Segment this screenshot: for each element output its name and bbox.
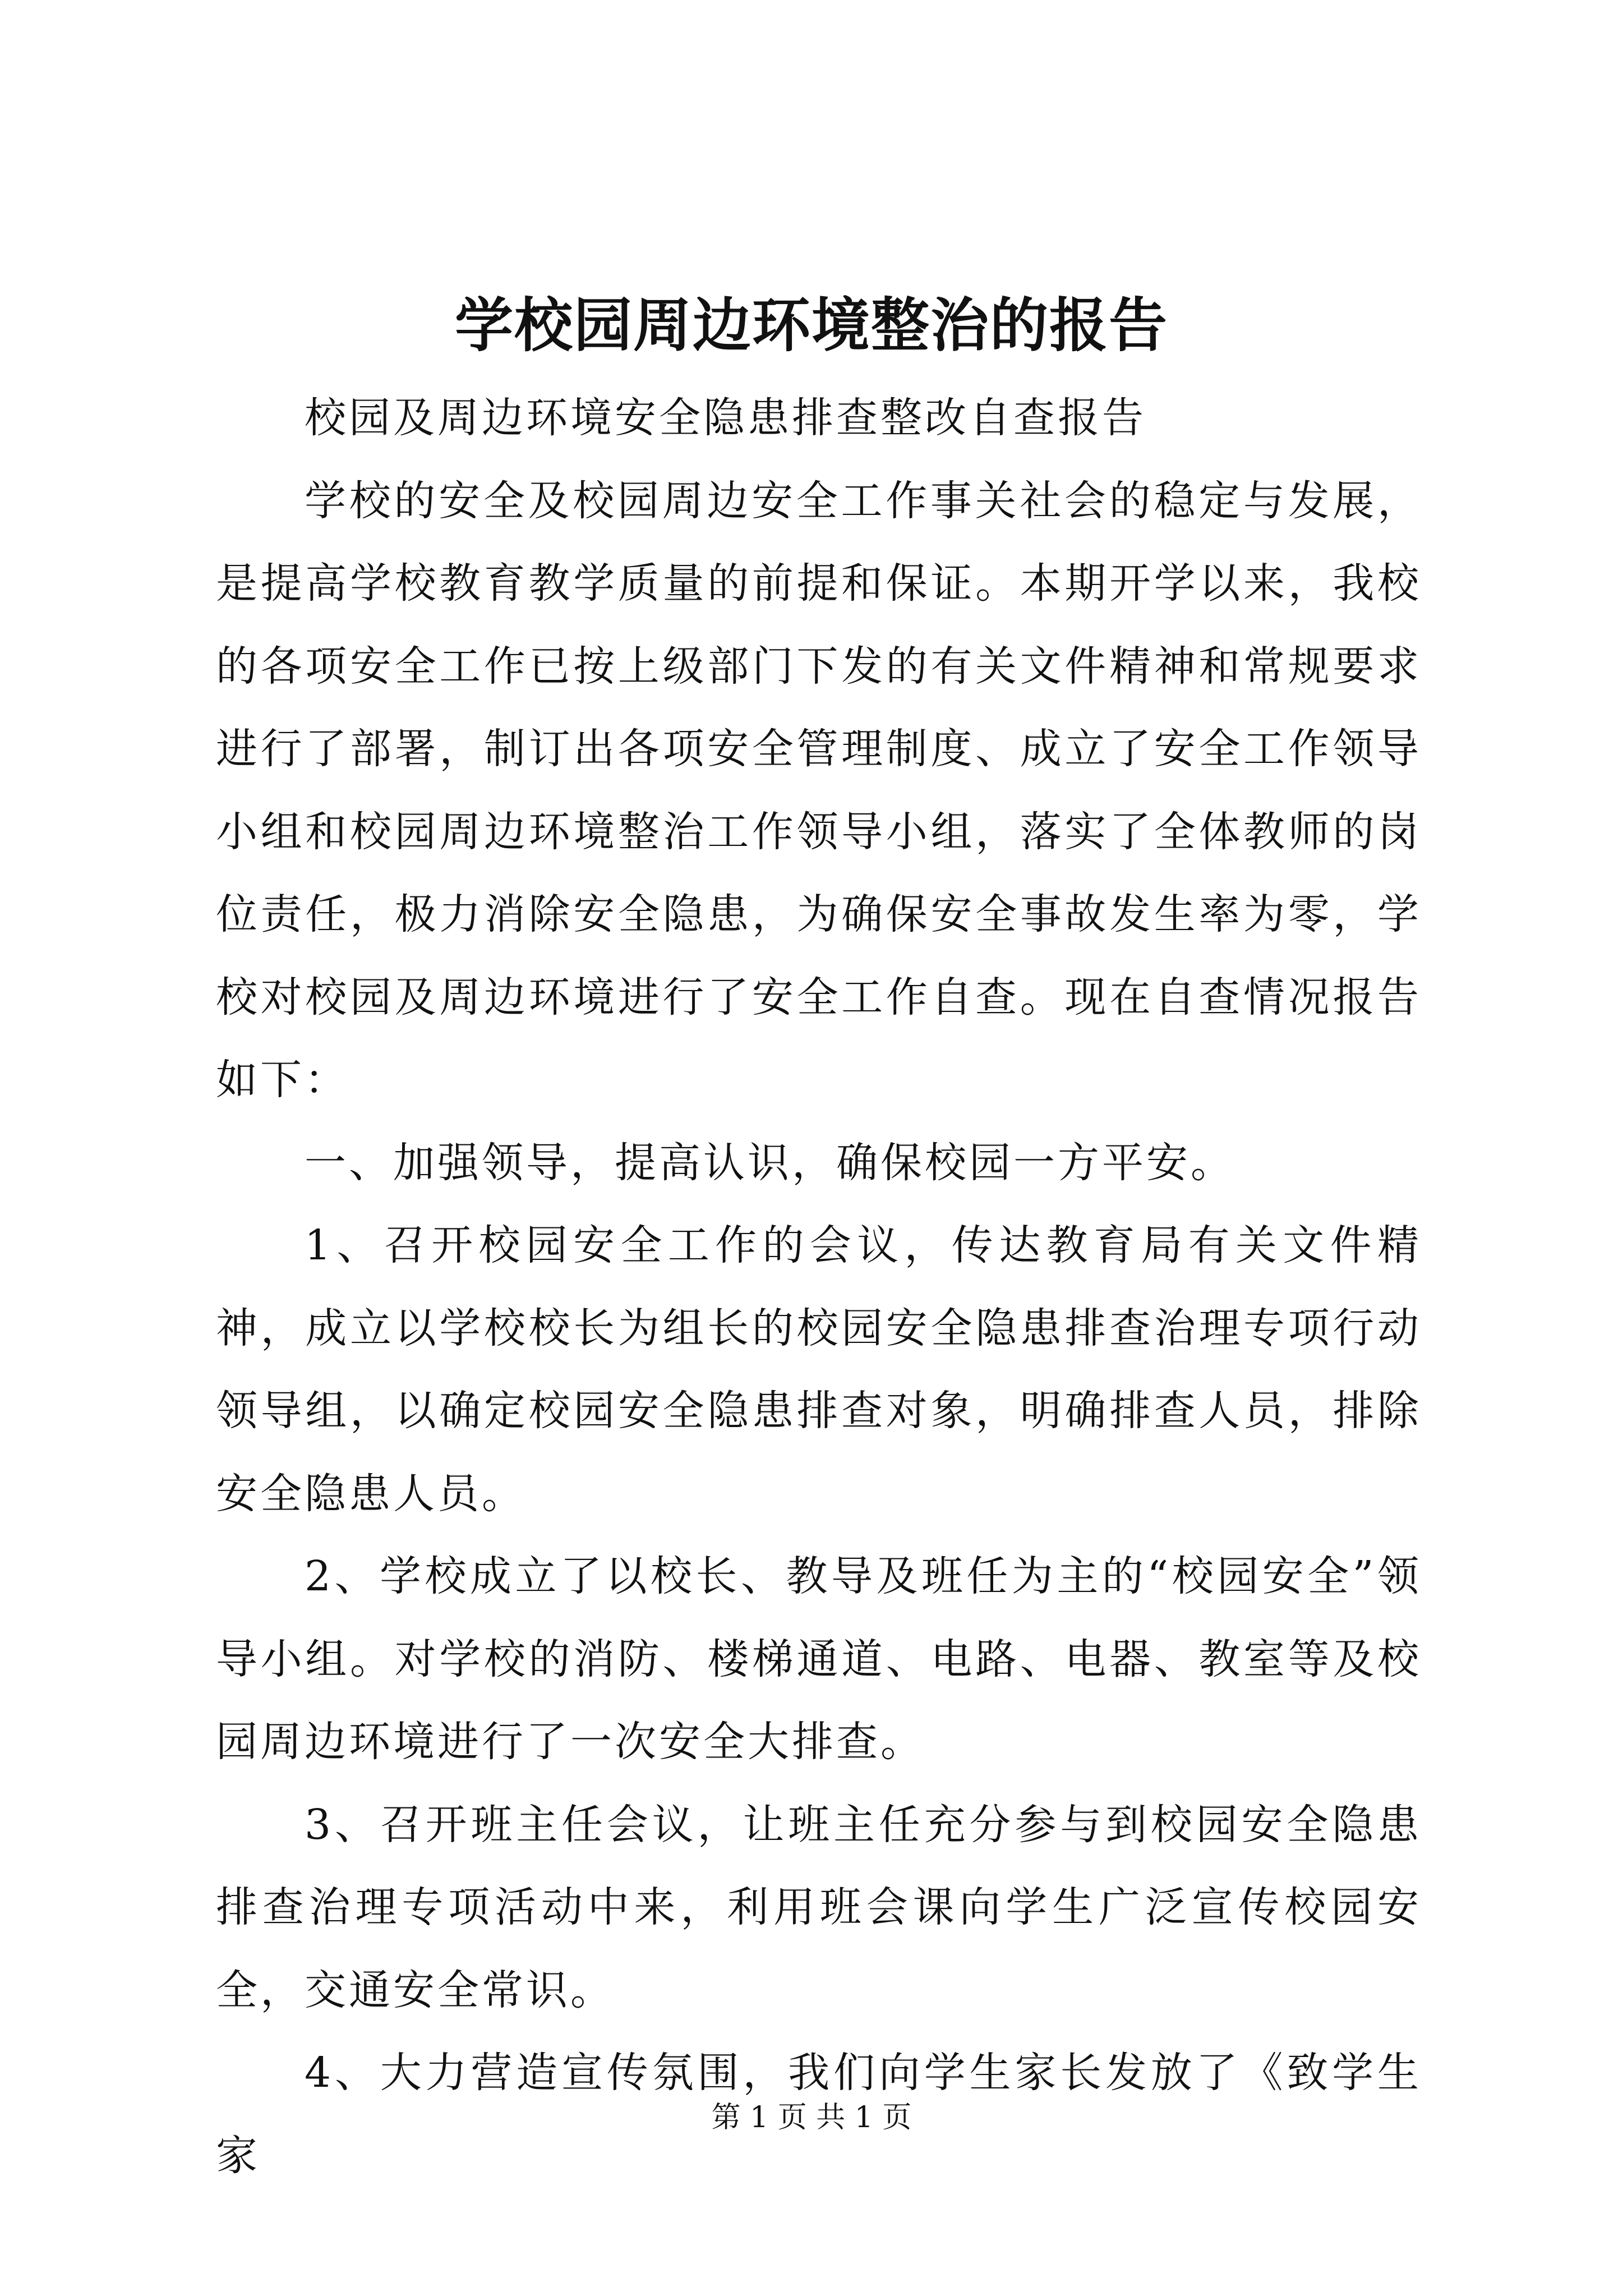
subtitle-paragraph: 校园及周边环境安全隐患排查整改自查报告 xyxy=(305,394,1146,442)
section-heading-1: 一、加强领导，提高认识，确保校园一方平安。 xyxy=(305,1138,1235,1187)
document-title: 学校园周边环境整治的报告 xyxy=(454,291,1168,360)
item-paragraph-3: 3、召开班主任会议，让班主任充分参与到校园安全隐患排查治理专项活动中来，利用班会课向学生广泛宣传校园安全，交通安全常识。 xyxy=(216,1800,1422,2014)
item-paragraph-2: 2、学校成立了以校长、教导及班任为主的“校园安全”领导小组。对学校的消防、楼梯通道、电路、电器、教室等及校园周边环境进行了一次安全大排查。 xyxy=(216,1552,1422,1766)
intro-paragraph: 学校的安全及校园周边安全工作事关社会的稳定与发展，是提高学校教育教学质量的前提和保证。本期开学以来，我校的各项安全工作已按上级部门下发的有关文件精神和常规要求进行了部署，制订出各项安全管理制度、成立了安全工作领导小组和校园周边环境整治工作领导小组，落实了全体教师的岗位责任，极力消除安全隐患，为确保安全事故发生率为零，学校对校园及周边环境进行了安全工作自查。现在自查情况报告如下： xyxy=(216,476,1422,1104)
page-footer: 第 1 页 共 1 页 xyxy=(711,2101,912,2134)
document-body xyxy=(216,377,1422,2197)
item-paragraph-4: 4、大力营造宣传氛围，我们向学生家长发放了《致学生家 xyxy=(216,2049,1422,2180)
item-paragraph-1: 1、召开校园安全工作的会议，传达教育局有关文件精神，成立以学校校长为组长的校园安全隐患排查治理专项行动领导组，以确定校园安全隐患排查对象，明确排查人员，排除安全隐患人员。 xyxy=(216,1221,1422,1518)
